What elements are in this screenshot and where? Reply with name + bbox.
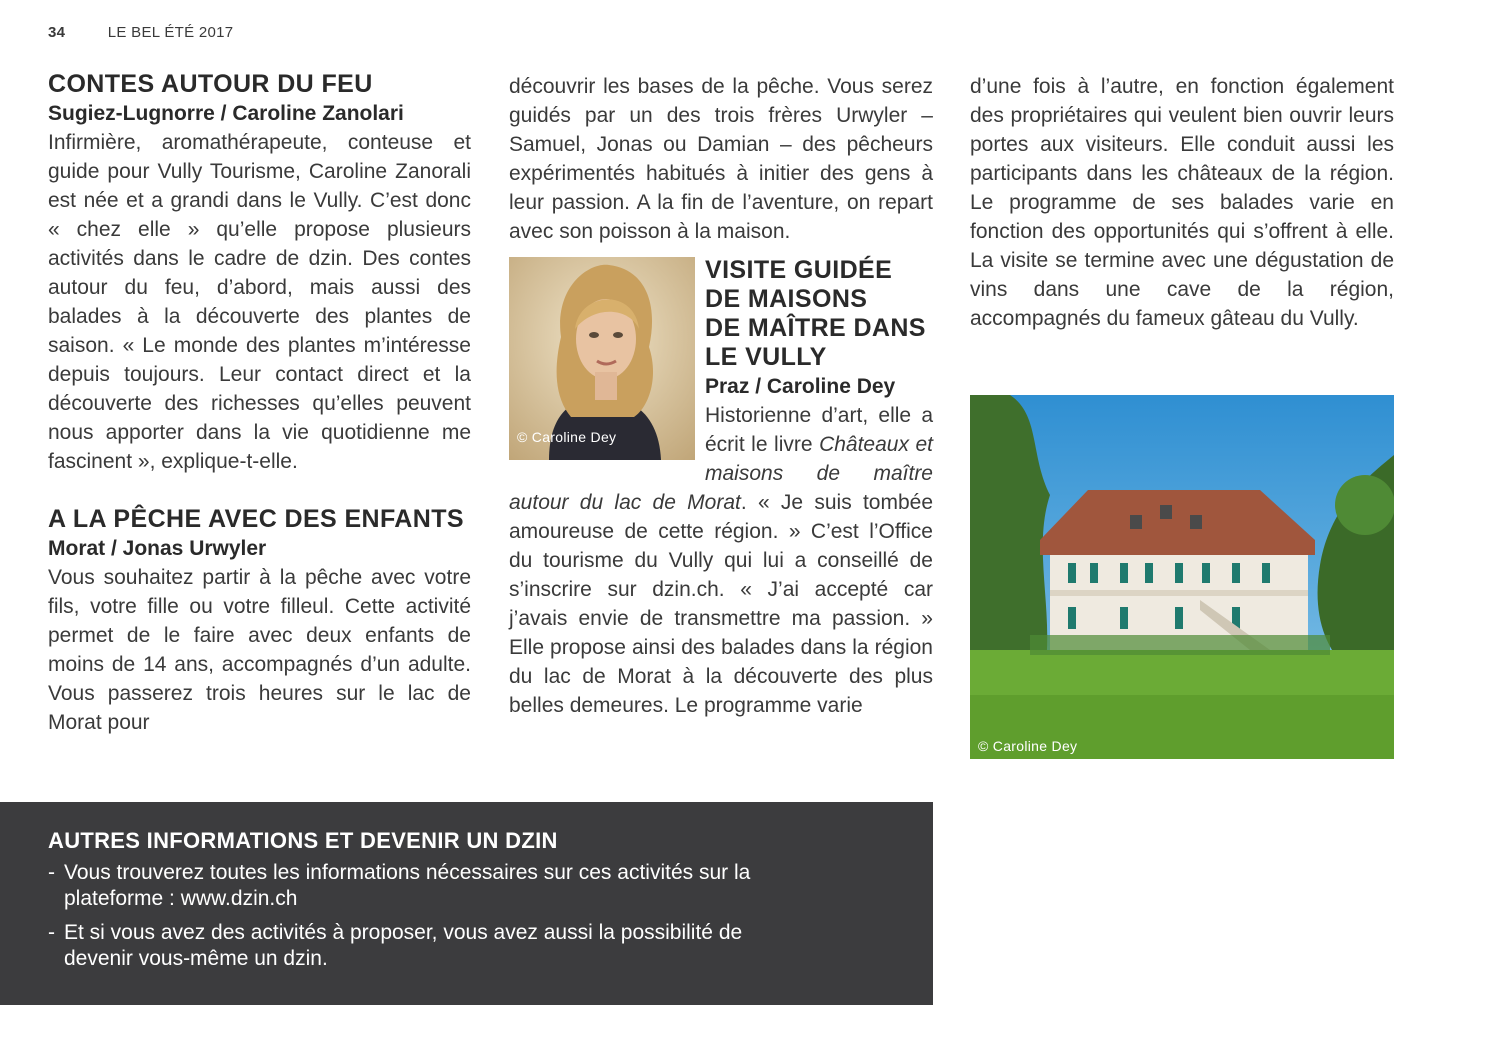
column-3 [970,72,1394,333]
article-subtitle-peche: Morat / Jonas Urwyler [48,537,267,560]
article-body-peche: Vous souhaitez partir à la pêche avec votre fils, votre fille ou votre filleul. Cette activité permet de le faire avec deux enfants de moins de 14 ans, accompagnés d’un adulte. Vous passerez trois heures sur le lac de Morat pour [48,566,471,734]
article-subtitle-visite: Praz / Caroline Dey [705,375,896,398]
article-subtitle-contes: Sugiez-Lugnorre / Caroline Zanolari [48,102,404,125]
info-list [48,860,808,980]
list-bullet: - [48,921,55,944]
column-1 [48,70,471,737]
book-title: Châteaux et maisons de maître autour du lac de Morat [509,433,934,514]
manor-photo [970,395,1394,759]
manor-credit: © Caroline Dey [978,738,1078,754]
info-box-title: AUTRES INFORMATIONS ET DEVENIR UN DZIN [48,828,558,853]
article-title-contes: CONTES AUTOUR DU FEU [48,70,373,98]
manor-image [970,395,1394,759]
article-title-visite-line-2: DE MAISONS [705,285,868,313]
page-number: 34 [48,24,66,41]
article-title-visite-line-1: VISITE GUIDÉE [705,256,893,284]
list-item [48,920,808,972]
article-body-visite-continued: d’une fois à l’autre, en fonction également des propriétaires qui veulent bien ouvrir leurs portes aux visiteurs. Elle conduit aussi les participants dans les châteaux de la région. Le programme de ses balades varie en fonction des opportunités qui s’offrent à elle. La visite se termine avec une dégustation de vins dans une cave de la région, accompagnés du fameux gâteau du Vully. [970,75,1394,330]
article-title-visite-line-4: LE VULLY [705,343,827,371]
list-bullet: - [48,861,55,884]
article-title-visite-line-3: DE MAÎTRE DANS [705,314,926,342]
column-2 [509,72,933,720]
article-body-peche-continued: découvrir les bases de la pêche. Vous serez guidés par un des trois frères Urwyler – Samuel, Jonas ou Damian – des pêcheurs expérimentés habitués à initier des gens à leur passion. A la fin de l’aventure, on repart avec son poisson à la maison. [509,75,933,243]
page-header [48,24,233,41]
article-body-contes: Infirmière, aromathérapeute, conteuse et guide pour Vully Tourisme, Caroline Zanorali est née et a grandi dans le Vully. C’est donc « chez elle » qu’elle propose plusieurs activités dans le cadre de dzin. Des contes autour du feu, d’abord, mais aussi des balades à la découverte des plantes de saison. « Le monde des plantes m’intéresse depuis toujours. Leur contact direct et la découverte des richesses qu’elles peuvent nous apporter dans la vie quotidienne me fascinent », explique-t-elle. [48,131,471,473]
publication-name: LE BEL ÉTÉ 2017 [107,24,234,41]
portrait-credit: © Caroline Dey [517,429,617,445]
article-body-visite-rest: . « Je suis tombée amoureuse de cette région. » C’est l’Office du tourisme du Vully qui lui a conseillé de s’inscrire sur dzin.ch. « J’ai accepté car j’avais envie de transmettre ma passion. » Elle propose ainsi des balades dans la région du lac de Morat à la découverte des plus belles demeures. Le programme varie [509,491,934,717]
list-item [48,860,808,912]
info-box [0,802,933,1005]
article-body-visite-intro: Historienne d’art, elle a écrit le livre [705,404,933,456]
article-title-peche: A LA PÊCHE AVEC DES ENFANTS [48,505,464,533]
info-item-text: Vous trouverez toutes les informations nécessaires sur ces activités sur la plateforme : www.dzin.ch [64,861,751,910]
portrait-photo [509,257,695,460]
info-item-text: Et si vous avez des activités à proposer, vous avez aussi la possibilité de devenir vous-même un dzin. [64,921,743,970]
